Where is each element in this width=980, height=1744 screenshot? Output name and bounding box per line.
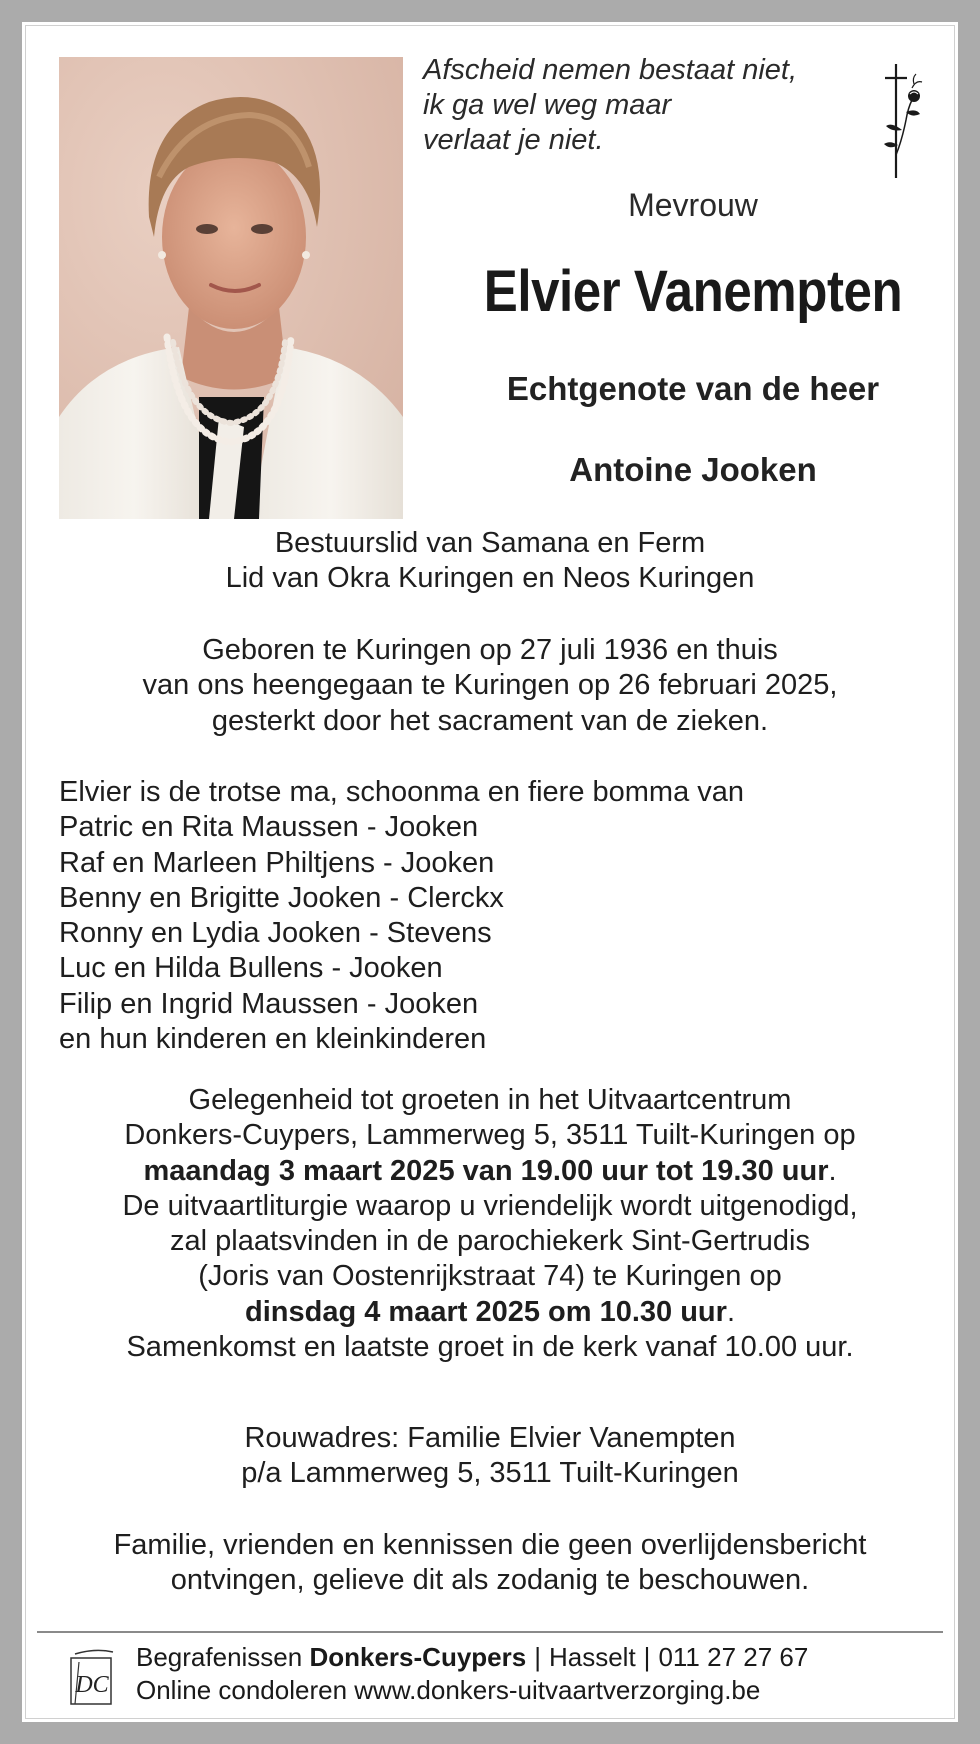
address-line: p/a Lammerweg 5, 3511 Tuilt-Kuringen: [241, 1457, 739, 1490]
notice-line: ontvingen, gelieve dit als zodanig te beschouwen.: [170, 1564, 810, 1597]
funeral-line: zal plaatsvinden in de parochiekerk Sint-Gertrudis: [170, 1225, 810, 1258]
quote-line: Afscheid nemen bestaat niet,: [423, 54, 798, 86]
funeral-line: Samenkomst en laatste groet in de kerk vanaf 10.00 uur.: [126, 1331, 854, 1364]
footer-separator: |: [643, 1642, 651, 1672]
notice-line: Familie, vrienden en kennissen die geen overlijdensbericht: [113, 1529, 867, 1561]
footer-company: Donkers-Cuypers: [309, 1642, 527, 1672]
birth-death-info: [22, 633, 958, 739]
footer-city: Hasselt: [548, 1642, 636, 1672]
family-member: Ronny en Lydia Jooken - Stevens: [59, 917, 492, 950]
spouse-intro: Echtgenote van de heer: [506, 370, 880, 407]
visitation-line: [22, 1154, 958, 1189]
family-intro: Elvier is de trotse ma, schoonma en fiere bomma van: [59, 776, 745, 808]
deceased-name: Elvier Vanempten: [483, 259, 903, 324]
company-logo: [65, 1646, 117, 1708]
footer-website-link[interactable]: www.donkers-uitvaartverzorging.be: [354, 1675, 761, 1705]
footer-info: [136, 1641, 808, 1707]
portrait-photo: [59, 57, 403, 519]
footer-phone: 011 27 27 67: [658, 1642, 809, 1672]
footer-online-line: [136, 1674, 808, 1707]
footer-online-label: Online condoleren: [136, 1675, 348, 1705]
death-notice-card: [22, 22, 958, 1722]
funeral-line: Donkers-Cuypers, Lammerweg 5, 3511 Tuilt-Kuringen op: [124, 1119, 856, 1152]
birth-death-line: van ons heengegaan te Kuringen op 26 februari 2025,: [142, 669, 838, 702]
footer-divider: [37, 1631, 943, 1633]
ceremony-time: dinsdag 4 maart 2025 om 10.30 uur: [245, 1295, 727, 1328]
visitation-time: maandag 3 maart 2025 van 19.00 uur tot 19.30 uur: [143, 1154, 829, 1187]
family-member: Raf en Marleen Philtjens - Jooken: [59, 846, 495, 879]
family-member: Filip en Ingrid Maussen - Jooken: [59, 987, 479, 1020]
funeral-details: [22, 1083, 958, 1365]
membership-line: Bestuurslid van Samana en Ferm: [274, 527, 706, 559]
family-member: Luc en Hilda Bullens - Jooken: [59, 952, 443, 985]
logo-letters: DC: [75, 1672, 109, 1698]
ceremony-line: [22, 1295, 958, 1330]
footer-separator: |: [534, 1642, 541, 1672]
membership-line: Lid van Okra Kuringen en Neos Kuringen: [225, 562, 755, 595]
birth-death-line: gesterkt door het sacrament van de zieken.: [211, 704, 769, 737]
quote-line: ik ga wel weg maar: [423, 89, 672, 121]
memberships: [22, 526, 958, 597]
family-list: [59, 775, 744, 1057]
period: .: [726, 1295, 735, 1328]
footer-prefix: Begrafenissen: [136, 1642, 303, 1672]
funeral-line: De uitvaartliturgie waarop u vriendelijk wordt uitgenodigd,: [122, 1189, 858, 1222]
portrait-illustration: [59, 57, 403, 519]
family-member: Benny en Brigitte Jooken - Clerckx: [59, 881, 504, 914]
spouse-name: Antoine Jooken: [569, 451, 817, 488]
birth-death-line: Geboren te Kuringen op 27 juli 1936 en thuis: [202, 634, 778, 666]
period: .: [828, 1154, 837, 1187]
notice: [22, 1528, 958, 1599]
family-member: Patric en Rita Maussen - Jooken: [59, 811, 479, 844]
funeral-line: Gelegenheid tot groeten in het Uitvaartcentrum: [188, 1084, 792, 1116]
cross-rose-icon: [872, 60, 928, 180]
farewell-quote: [423, 53, 797, 158]
footer-company-line: [136, 1641, 808, 1674]
funeral-line: (Joris van Oostenrijkstraat 74) te Kuringen op: [198, 1260, 782, 1293]
mourning-address: [22, 1421, 958, 1492]
family-outro: en hun kinderen en kleinkinderen: [59, 1023, 487, 1056]
address-line: Rouwadres: Familie Elvier Vanempten: [244, 1422, 736, 1454]
honorific: Mevrouw: [628, 187, 758, 223]
quote-line: verlaat je niet.: [423, 124, 604, 156]
